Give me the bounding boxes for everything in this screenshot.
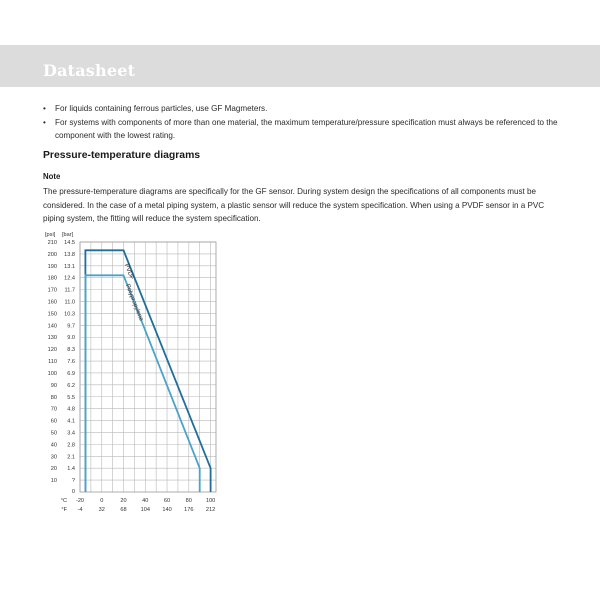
y-tick-bar: 13.8: [64, 251, 75, 258]
bullet-text: For systems with components of more than one material, the maximum temperature/pressure specification must always be referenced to the component with the lowest rating.: [55, 117, 558, 140]
y-tick-bar: ?: [71, 478, 75, 485]
x-tick-celsius: 40: [142, 498, 149, 504]
y-tick-psi: 100: [47, 370, 57, 377]
series-label-pvdf: PVDF: [122, 262, 136, 281]
y-tick-bar: 0: [71, 489, 75, 495]
y-tick-psi: 200: [47, 251, 57, 258]
y-tick-psi: 180: [47, 275, 57, 282]
bullet-text: For liquids containing ferrous particles, use GF Magmeters.: [55, 104, 268, 113]
x-tick-celsius: 60: [163, 498, 171, 504]
y-tick-psi: 120: [47, 347, 57, 354]
y-tick-psi: 210: [47, 240, 57, 246]
y-tick-psi: 10: [50, 478, 57, 485]
y-tick-bar: 12.4: [64, 275, 75, 282]
y-tick-psi: 20: [50, 466, 57, 473]
y-tick-bar: 8.3: [67, 347, 75, 354]
y-tick-bar: 6.9: [67, 370, 75, 377]
y-tick-psi: 80: [50, 394, 57, 401]
x-tick-fahrenheit: -4: [77, 507, 83, 513]
series-label-polypropylene: Polypropylene: [123, 283, 145, 323]
y-tick-psi: 170: [47, 287, 57, 294]
y-tick-bar: 14.5: [64, 240, 75, 246]
y-tick-psi: 70: [50, 406, 57, 413]
series-line-polypropylene: [85, 275, 199, 492]
page-title: Datasheet: [43, 61, 136, 80]
y-tick-bar: 9.7: [67, 323, 75, 330]
x-tick-fahrenheit: 176: [184, 507, 194, 513]
x-tick-fahrenheit: 32: [98, 507, 105, 513]
y-tick-psi: 130: [47, 335, 57, 342]
y-tick-psi: 30: [50, 454, 57, 461]
x-tick-celsius: 20: [120, 498, 127, 504]
y-tick-psi: 50: [50, 430, 57, 437]
y-tick-psi: 190: [47, 263, 57, 270]
x-tick-fahrenheit: 104: [140, 507, 150, 513]
note-text: The pressure-temperature diagrams are specifically for the GF sensor. During system design the specifications of all components must be considered. In the case of a metal piping system, a plastic sensor will reduce the system specification. When using a PVDF sensor in a PVC piping system, the fitting will reduce the system specification.: [43, 187, 545, 223]
y-tick-psi: 60: [50, 418, 57, 425]
x-tick-fahrenheit: 68: [120, 507, 127, 513]
x-tick-celsius: 100: [205, 498, 216, 504]
y-tick-psi: 160: [47, 299, 57, 306]
y-tick-bar: 4.1: [67, 418, 75, 425]
x-tick-fahrenheit: 212: [205, 507, 216, 513]
x-tick-celsius: 0: [100, 498, 104, 504]
x-unit-fahrenheit: °F: [61, 507, 67, 513]
y-tick-bar: 2.8: [67, 442, 75, 449]
y-tick-bar: 2.1: [67, 454, 75, 461]
y-tick-bar: 3.4: [67, 430, 75, 437]
section-title: Pressure-temperature diagrams: [43, 150, 201, 161]
y-tick-bar: 7.6: [67, 359, 75, 366]
x-tick-celsius: -20: [75, 498, 85, 504]
y-tick-psi: 110: [48, 359, 57, 366]
y-tick-bar: 9.0: [67, 335, 75, 342]
y-tick-bar: 1.4: [67, 466, 75, 473]
y-unit-psi: [psi]: [45, 232, 56, 238]
y-tick-psi: 150: [47, 311, 57, 318]
y-tick-psi: 90: [50, 382, 57, 389]
y-tick-bar: 4.8: [67, 406, 75, 413]
y-tick-psi: 40: [50, 442, 57, 449]
series-line-pvdf: [85, 250, 210, 492]
y-tick-bar: 11.7: [64, 287, 75, 294]
x-unit-celsius: °C: [60, 498, 67, 504]
plot-frame: [80, 242, 216, 492]
y-unit-bar: [bar]: [62, 232, 74, 238]
note-label: Note: [43, 172, 61, 181]
bullet-dot: •: [43, 104, 46, 113]
y-tick-bar: 11.0: [64, 299, 75, 306]
bullet-dot: •: [43, 117, 46, 127]
y-tick-bar: 13.1: [64, 263, 75, 270]
y-tick-psi: 140: [47, 323, 57, 330]
y-tick-bar: 10.3: [64, 311, 75, 318]
x-tick-fahrenheit: 140: [162, 507, 172, 513]
x-tick-celsius: 80: [185, 498, 192, 504]
y-tick-bar: 5.5: [67, 394, 75, 401]
y-tick-bar: 6.2: [67, 382, 75, 389]
